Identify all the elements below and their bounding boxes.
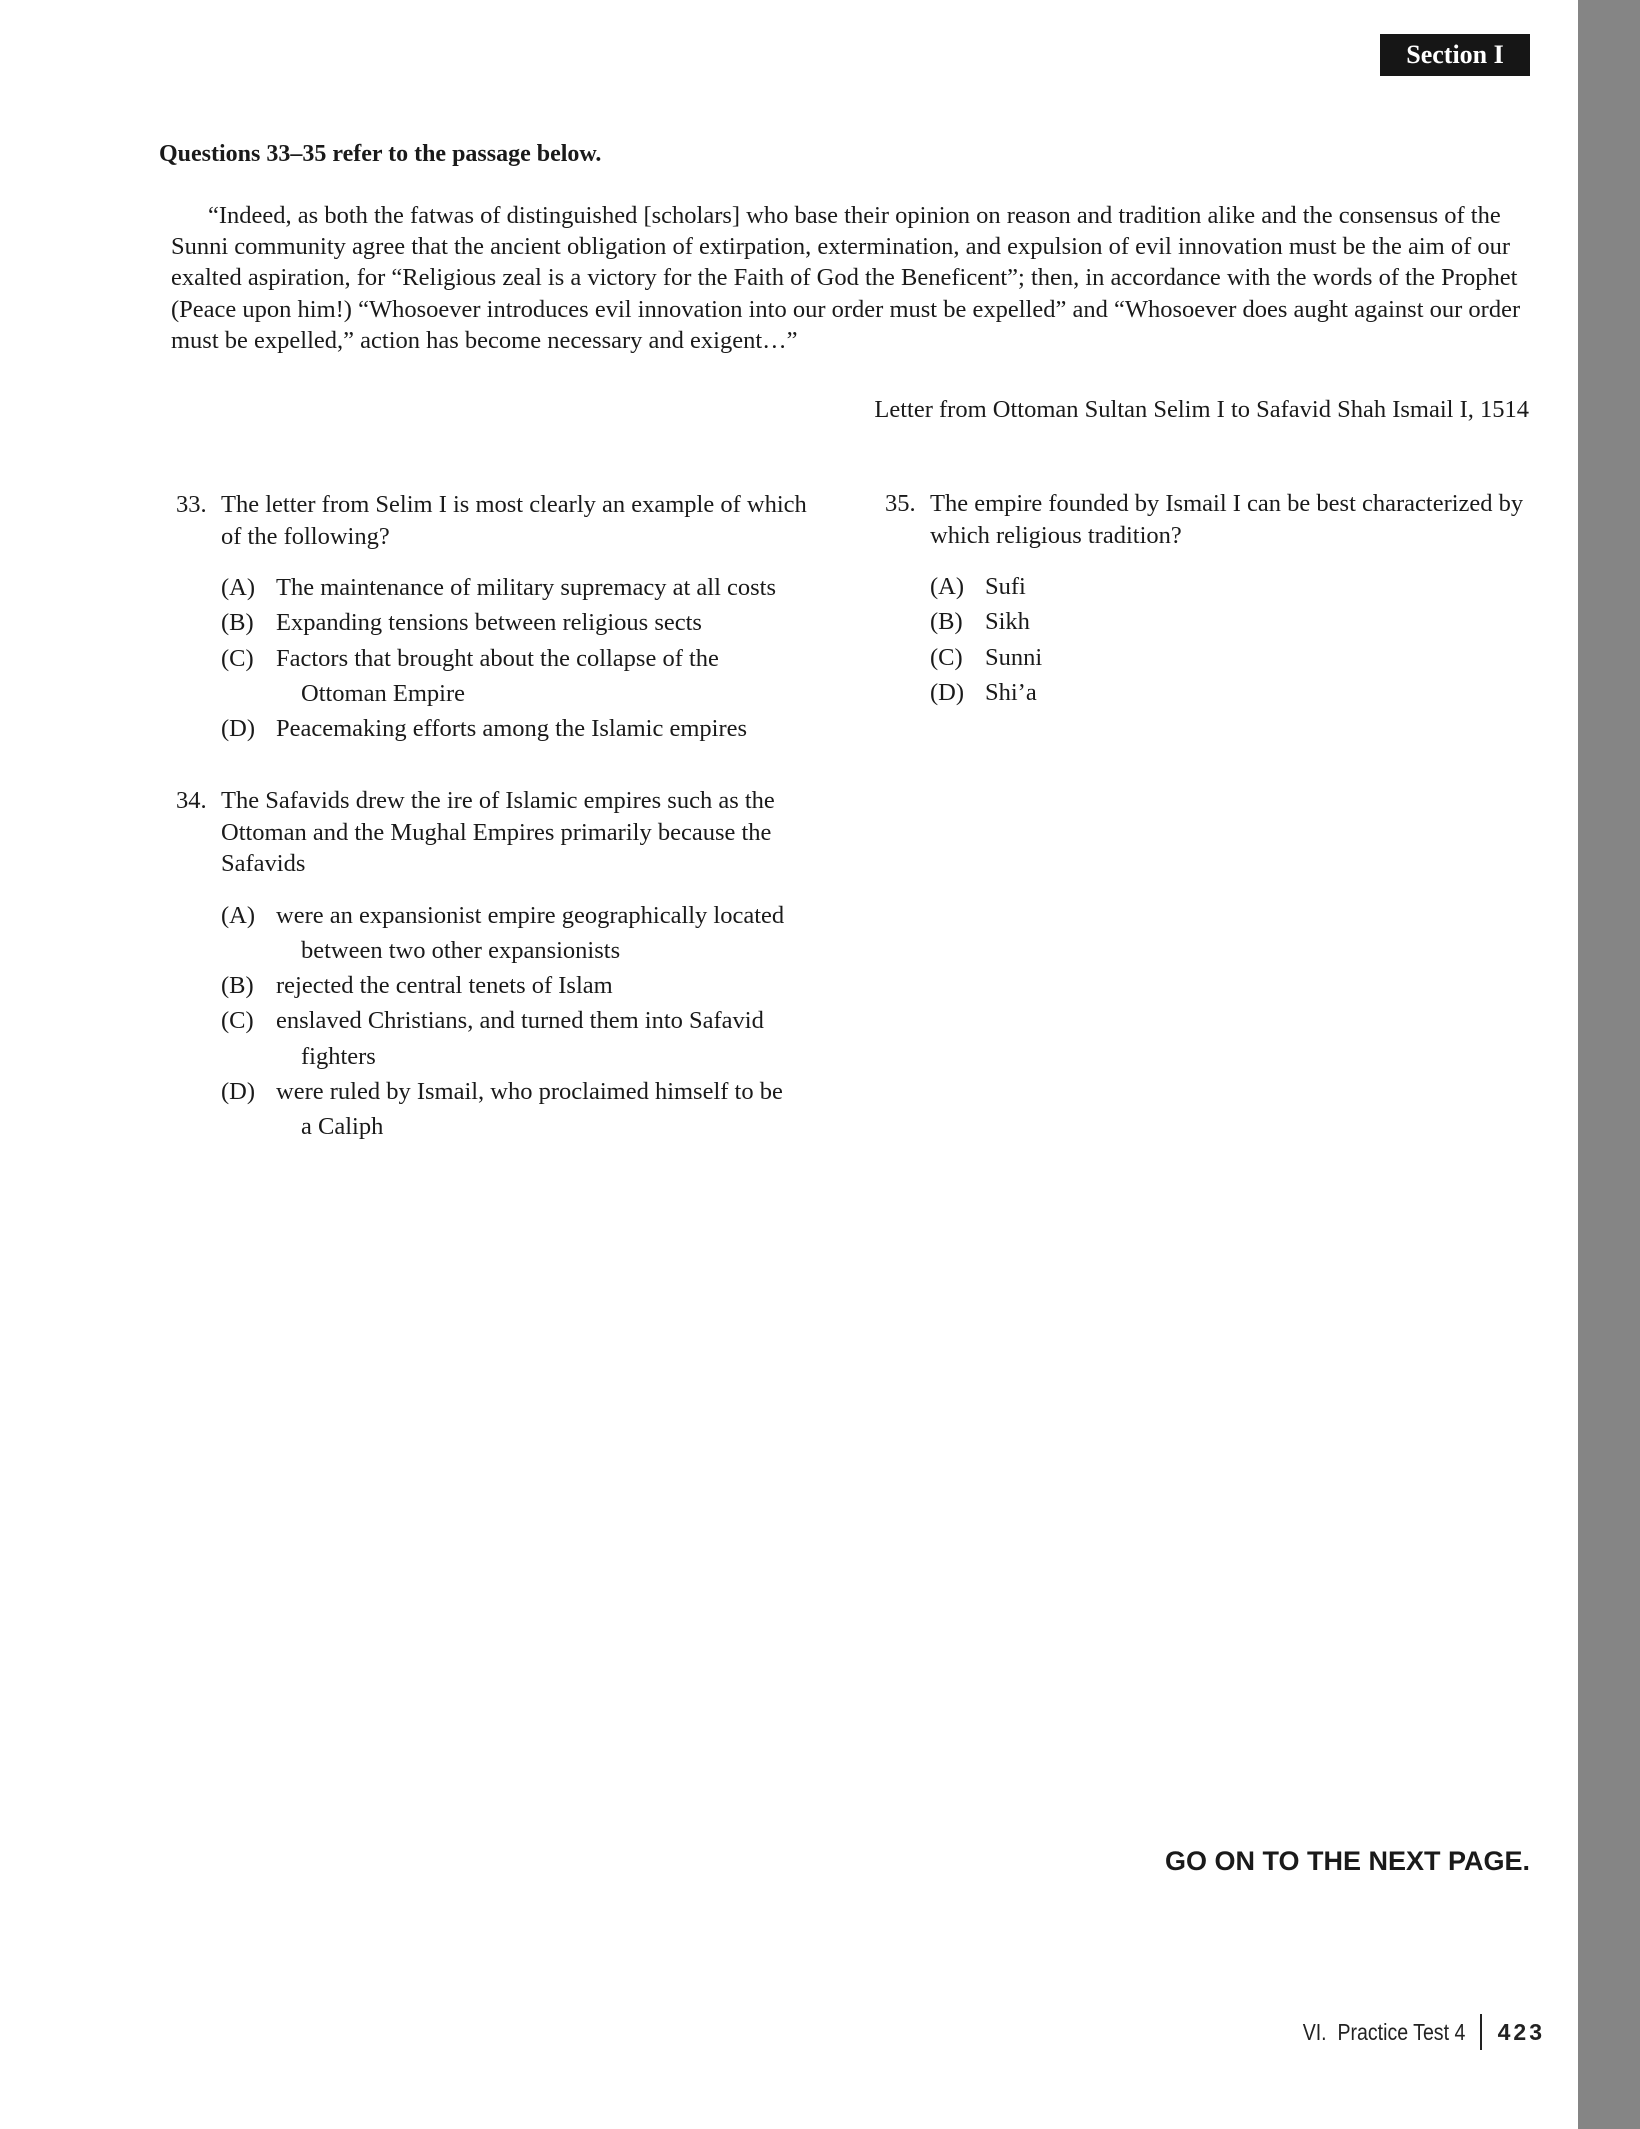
option-text: were ruled by Ismail, who proclaimed himself to be bbox=[276, 1077, 783, 1105]
question-number: 35. bbox=[885, 490, 916, 517]
section-badge bbox=[1380, 34, 1530, 76]
option-text: Sikh bbox=[985, 608, 1030, 636]
page-footer bbox=[1274, 2014, 1545, 2050]
option-letter: (C) bbox=[221, 644, 254, 672]
option-letter: (D) bbox=[221, 1077, 256, 1105]
option-letter: (B) bbox=[221, 972, 254, 1000]
passage-attribution: Letter from Ottoman Sultan Selim I to Safavid Shah Ismail I, 1514 bbox=[874, 396, 1529, 423]
option-text: Peacemaking efforts among the Islamic empires bbox=[276, 715, 748, 743]
option-letter: (B) bbox=[930, 608, 963, 636]
footer-label: VI. Practice Test 4 bbox=[1302, 2018, 1466, 2045]
passage-text: “Indeed, as both the fatwas of distinguished [scholars] who base their opinion on reason and tradition alike and the consensus of the Sunni community agree that the ancient obligation of extirpation, extermination, and expulsion of evil innovation must be the aim of our exalted aspiration, for “Religious zeal is a victory for the Faith of God the Beneficent”; then, in accordance with the words of the Prophet (Peace upon him!) “Whosoever introduces evil innovation into our order must be expelled” and “Whosoever does aught against our order must be expelled,” action has become necessary and exigent…” bbox=[171, 202, 1521, 354]
option-letter: (A) bbox=[930, 573, 965, 600]
option-text: Factors that brought about the collapse of the bbox=[276, 644, 719, 672]
question-34 bbox=[176, 785, 826, 1145]
answer-option[interactable] bbox=[930, 604, 1535, 639]
question-number: 33. bbox=[176, 491, 207, 518]
option-text: The maintenance of military supremacy at all costs bbox=[276, 574, 777, 601]
answer-option[interactable] bbox=[930, 675, 1535, 710]
option-text: rejected the central tenets of Islam bbox=[276, 972, 613, 1000]
option-text: Shi’a bbox=[985, 678, 1037, 706]
option-text-continued: Ottoman Empire bbox=[301, 679, 465, 707]
answer-option[interactable] bbox=[930, 569, 1535, 604]
option-text: Sunni bbox=[985, 643, 1043, 671]
option-letter: (D) bbox=[221, 715, 256, 743]
option-text: Sufi bbox=[985, 573, 1026, 600]
answer-options bbox=[176, 898, 826, 1145]
question-text: The empire founded by Ismail I can be best characterized by which religious tradition? bbox=[930, 490, 1524, 549]
question-text: The Safavids drew the ire of Islamic empires such as the Ottoman and the Mughal Empires primarily because the Safavids bbox=[221, 787, 775, 877]
answer-option[interactable] bbox=[221, 641, 826, 712]
passage bbox=[171, 200, 1521, 356]
page-number: 423 bbox=[1497, 2018, 1545, 2045]
option-letter: (B) bbox=[221, 609, 254, 637]
answer-option[interactable] bbox=[221, 570, 826, 605]
question-stem bbox=[176, 489, 826, 552]
go-on-notice: GO ON TO THE NEXT PAGE. bbox=[1164, 1846, 1530, 1876]
question-stem bbox=[885, 488, 1535, 551]
option-text: were an expansionist empire geographically located bbox=[276, 901, 785, 929]
answer-options bbox=[885, 569, 1535, 710]
section-label: Section I bbox=[1406, 40, 1504, 69]
passage-heading: Questions 33–35 refer to the passage below. bbox=[159, 141, 602, 167]
option-letter: (C) bbox=[221, 1007, 254, 1035]
option-text: Expanding tensions between religious sects bbox=[276, 609, 702, 637]
question-number: 34. bbox=[176, 787, 207, 814]
option-text-continued: a Caliph bbox=[301, 1113, 384, 1141]
option-text-continued: fighters bbox=[301, 1042, 376, 1070]
answer-options bbox=[176, 570, 826, 746]
footer-divider bbox=[1480, 2014, 1482, 2050]
answer-option[interactable] bbox=[221, 605, 826, 640]
answer-option[interactable] bbox=[221, 898, 826, 969]
option-letter: (A) bbox=[221, 574, 256, 601]
answer-option[interactable] bbox=[221, 1003, 826, 1074]
question-33 bbox=[176, 489, 826, 746]
page-edge-tab bbox=[1578, 0, 1640, 2129]
answer-option[interactable] bbox=[221, 1074, 826, 1145]
option-letter: (C) bbox=[930, 643, 963, 671]
option-letter: (D) bbox=[930, 678, 965, 706]
answer-option[interactable] bbox=[221, 968, 826, 1003]
option-letter: (A) bbox=[221, 901, 256, 929]
option-text: enslaved Christians, and turned them into Safavid bbox=[276, 1007, 764, 1035]
answer-option[interactable] bbox=[221, 711, 826, 746]
option-text-continued: between two other expansionists bbox=[301, 936, 621, 964]
question-35 bbox=[885, 488, 1535, 710]
question-stem bbox=[176, 785, 826, 880]
question-text: The letter from Selim I is most clearly an example of which of the following? bbox=[221, 491, 807, 550]
answer-option[interactable] bbox=[930, 640, 1535, 675]
